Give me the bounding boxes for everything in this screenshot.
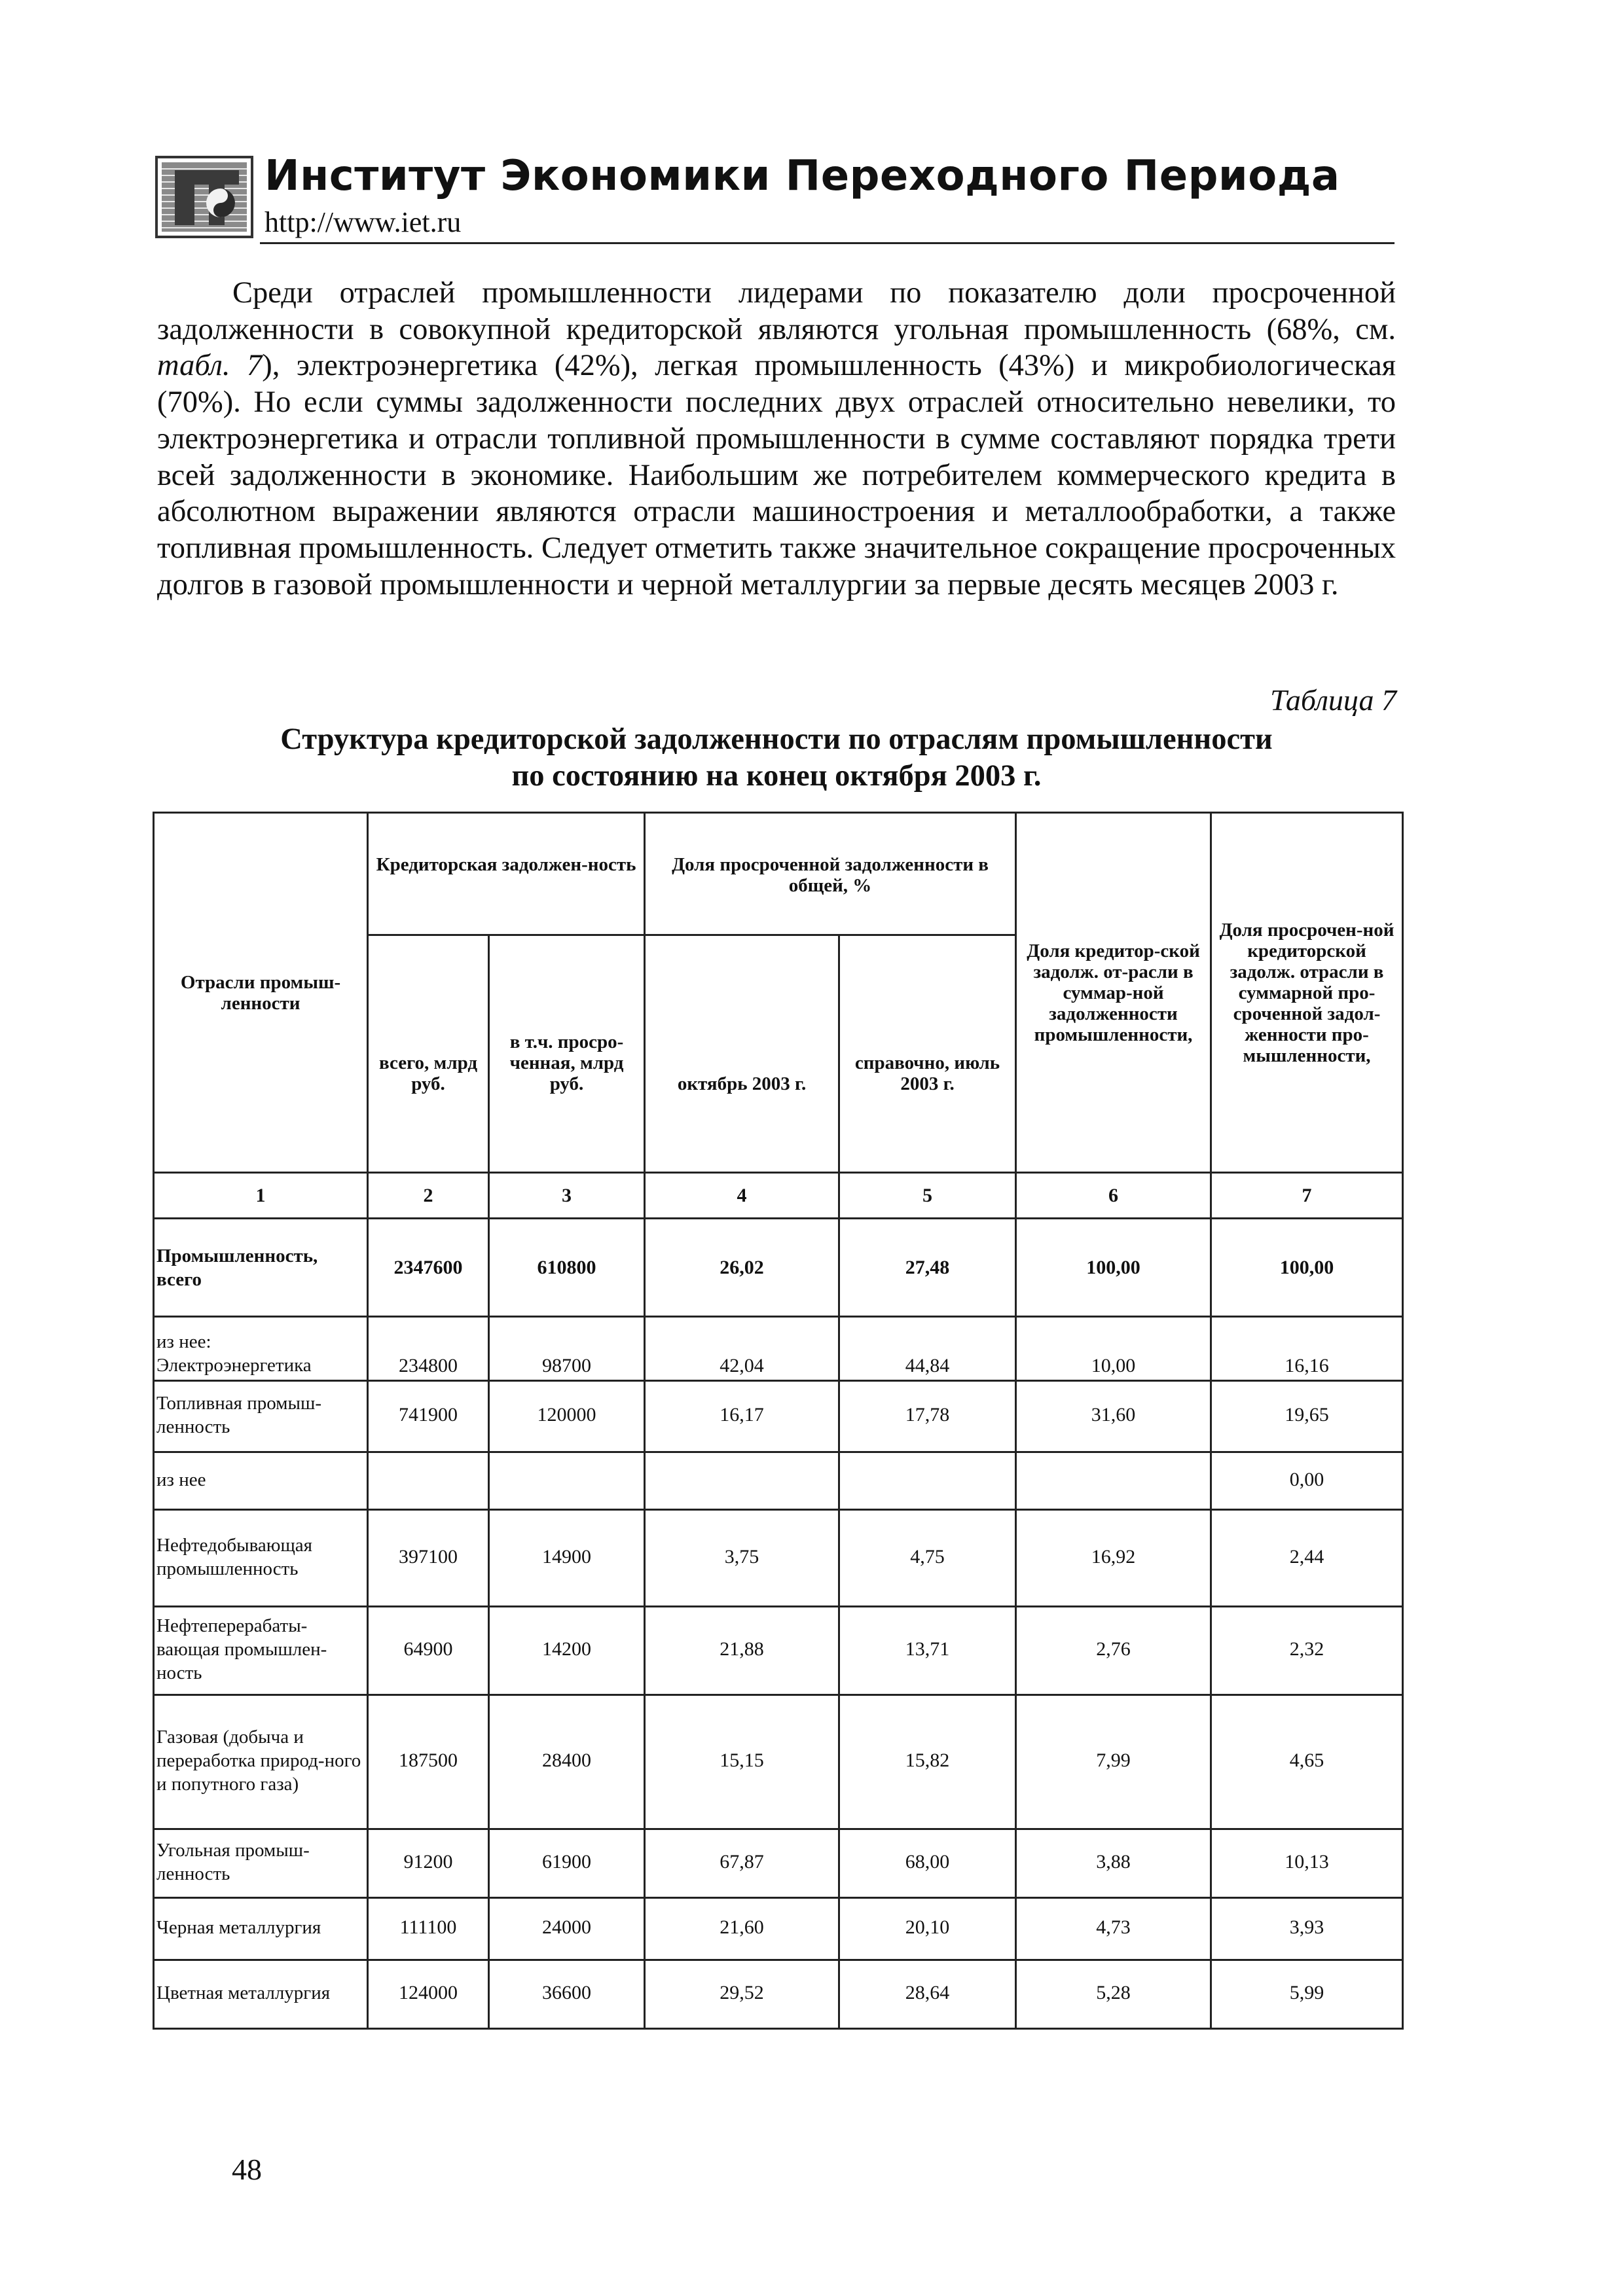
- cell-total: [368, 1452, 489, 1510]
- institute-url[interactable]: http://www.iet.ru: [264, 206, 462, 238]
- cell-october: 16,17: [645, 1381, 839, 1452]
- cell-total: 111100: [368, 1898, 489, 1960]
- cell-overdue: [489, 1452, 645, 1510]
- header-share-overdue: Доля просрочен-ной кредиторской задолж. отрасли в суммарной про-сроченной задол-женности про-мышленности,: [1211, 813, 1403, 1173]
- header-october: октябрь 2003 г.: [645, 935, 839, 1173]
- column-number: 2: [368, 1173, 489, 1219]
- cell-share-total: 3,88: [1016, 1829, 1211, 1898]
- cell-share-overdue: 5,99: [1211, 1960, 1403, 2029]
- page-header: [152, 152, 1396, 243]
- row-industry-name: из нее: Электроэнергетика: [154, 1317, 368, 1381]
- cell-share-overdue: 2,32: [1211, 1607, 1403, 1695]
- row-industry-name: из нее: [154, 1452, 368, 1510]
- cell-overdue: 28400: [489, 1695, 645, 1829]
- table-title-line-1: Структура кредиторской задолженности по отраслям промышленности: [280, 723, 1273, 756]
- cell-october: [645, 1452, 839, 1510]
- table-label: Таблица 7: [1269, 683, 1396, 717]
- cell-share-total: [1016, 1452, 1211, 1510]
- table-title-line-2: по состоянию на конец октября 2003 г.: [511, 759, 1042, 793]
- table-row: [154, 1607, 1403, 1695]
- cell-share-overdue: 2,44: [1211, 1510, 1403, 1607]
- cell-share-overdue: 4,65: [1211, 1695, 1403, 1829]
- body-paragraph: [157, 275, 1396, 603]
- table-row: [154, 1510, 1403, 1607]
- header-payables-group: Кредиторская задолжен-ность: [368, 813, 645, 935]
- cell-share-overdue: 3,93: [1211, 1898, 1403, 1960]
- table-row: [154, 1381, 1403, 1452]
- cell-total: 234800: [368, 1317, 489, 1381]
- cell-share-total: 4,73: [1016, 1898, 1211, 1960]
- cell-share-overdue: 16,16: [1211, 1317, 1403, 1381]
- table-row: [154, 1695, 1403, 1829]
- cell-october: 26,02: [645, 1219, 839, 1317]
- cell-total: 91200: [368, 1829, 489, 1898]
- iet-logo-icon: [155, 156, 253, 238]
- cell-overdue: 98700: [489, 1317, 645, 1381]
- cell-july: 4,75: [839, 1510, 1016, 1607]
- column-number: 3: [489, 1173, 645, 1219]
- column-number: 7: [1211, 1173, 1403, 1219]
- cell-share-overdue: 100,00: [1211, 1219, 1403, 1317]
- cell-share-overdue: 0,00: [1211, 1452, 1403, 1510]
- cell-overdue: 24000: [489, 1898, 645, 1960]
- row-industry-name: Цветная металлургия: [154, 1960, 368, 2029]
- header-share-total: Доля кредитор-ской задолж. от-расли в суммар-ной задолженности промышленности,: [1016, 813, 1211, 1173]
- cell-share-total: 5,28: [1016, 1960, 1211, 2029]
- cell-share-total: 10,00: [1016, 1317, 1211, 1381]
- table-row: [154, 1317, 1403, 1381]
- column-number: 5: [839, 1173, 1016, 1219]
- table-reference: табл. 7: [157, 349, 263, 383]
- institute-name: Институт Экономики Переходного Периода: [264, 152, 1340, 200]
- row-industry-name: Угольная промыш-ленность: [154, 1829, 368, 1898]
- cell-overdue: 14200: [489, 1607, 645, 1695]
- column-number: 1: [154, 1173, 368, 1219]
- cell-share-total: 2,76: [1016, 1607, 1211, 1695]
- row-industry-name: Черная металлургия: [154, 1898, 368, 1960]
- cell-overdue: 61900: [489, 1829, 645, 1898]
- cell-july: 13,71: [839, 1607, 1016, 1695]
- table-row: [154, 1829, 1403, 1898]
- header-total: всего, млрд руб.: [368, 935, 489, 1173]
- cell-share-total: 16,92: [1016, 1510, 1211, 1607]
- cell-share-total: 100,00: [1016, 1219, 1211, 1317]
- header-divider: [260, 242, 1395, 244]
- cell-july: 15,82: [839, 1695, 1016, 1829]
- table-row: [154, 1452, 1403, 1510]
- cell-october: 21,88: [645, 1607, 839, 1695]
- cell-october: 21,60: [645, 1898, 839, 1960]
- cell-share-total: 31,60: [1016, 1381, 1211, 1452]
- header-overdue-share-group: Доля просроченной задолженности в общей, %: [645, 813, 1016, 935]
- cell-july: 27,48: [839, 1219, 1016, 1317]
- cell-october: 42,04: [645, 1317, 839, 1381]
- cell-july: 20,10: [839, 1898, 1016, 1960]
- cell-october: 29,52: [645, 1960, 839, 2029]
- cell-overdue: 36600: [489, 1960, 645, 2029]
- row-industry-name: Газовая (добыча и переработка природ-ного и попутного газа): [154, 1695, 368, 1829]
- header-july-ref: справочно, июль 2003 г.: [839, 935, 1016, 1173]
- row-industry-name: Промышленность, всего: [154, 1219, 368, 1317]
- paragraph-text-1: Среди отраслей промышленности лидерами по показателю доли просроченной задолженности в совокупной кредиторской являются угольная промышленность (68%, см.: [157, 276, 1396, 346]
- cell-october: 3,75: [645, 1510, 839, 1607]
- cell-share-overdue: 10,13: [1211, 1829, 1403, 1898]
- column-number: 6: [1016, 1173, 1211, 1219]
- cell-july: [839, 1452, 1016, 1510]
- table-row: [154, 1898, 1403, 1960]
- cell-total: 397100: [368, 1510, 489, 1607]
- cell-overdue: 14900: [489, 1510, 645, 1607]
- cell-july: 68,00: [839, 1829, 1016, 1898]
- cell-total: 741900: [368, 1381, 489, 1452]
- column-number: 4: [645, 1173, 839, 1219]
- payables-structure-table: [153, 812, 1404, 2030]
- cell-total: 187500: [368, 1695, 489, 1829]
- cell-overdue: 120000: [489, 1381, 645, 1452]
- cell-july: 28,64: [839, 1960, 1016, 2029]
- header-overdue: в т.ч. просро-ченная, млрд руб.: [489, 935, 645, 1173]
- cell-october: 67,87: [645, 1829, 839, 1898]
- cell-july: 17,78: [839, 1381, 1016, 1452]
- cell-share-overdue: 19,65: [1211, 1381, 1403, 1452]
- column-number-row: [154, 1173, 1403, 1219]
- cell-july: 44,84: [839, 1317, 1016, 1381]
- cell-october: 15,15: [645, 1695, 839, 1829]
- cell-total: 2347600: [368, 1219, 489, 1317]
- cell-total: 64900: [368, 1607, 489, 1695]
- table-row: [154, 1960, 1403, 2029]
- cell-total: 124000: [368, 1960, 489, 2029]
- header-industry: Отрасли промыш-ленности: [154, 813, 368, 1173]
- cell-overdue: 610800: [489, 1219, 645, 1317]
- table-title: [157, 721, 1396, 795]
- table-row: [154, 1219, 1403, 1317]
- paragraph-text-2: ), электроэнергетика (42%), легкая промышленность (43%) и микробиологическая (70%). Но если суммы задолженности последних двух отраслей относительно невелики, то электроэнергетика и отрасли топливной промышленности в сумме составляют порядка трети всей задолженности в экономике. Наибольшим же потребителем коммерческого кредита в абсолютном выражении являются отрасли машиностроения и металлообработки, а также топливная промышленность. Следует отметить также значительное сокращение просроченных долгов в газовой промышленности и черной металлургии за первые десять месяцев 2003 г.: [157, 349, 1396, 601]
- row-industry-name: Нефтеперерабаты-вающая промышлен-ность: [154, 1607, 368, 1695]
- row-industry-name: Топливная промыш-ленность: [154, 1381, 368, 1452]
- row-industry-name: Нефтедобывающая промышленность: [154, 1510, 368, 1607]
- page-number: 48: [232, 2153, 262, 2186]
- cell-share-total: 7,99: [1016, 1695, 1211, 1829]
